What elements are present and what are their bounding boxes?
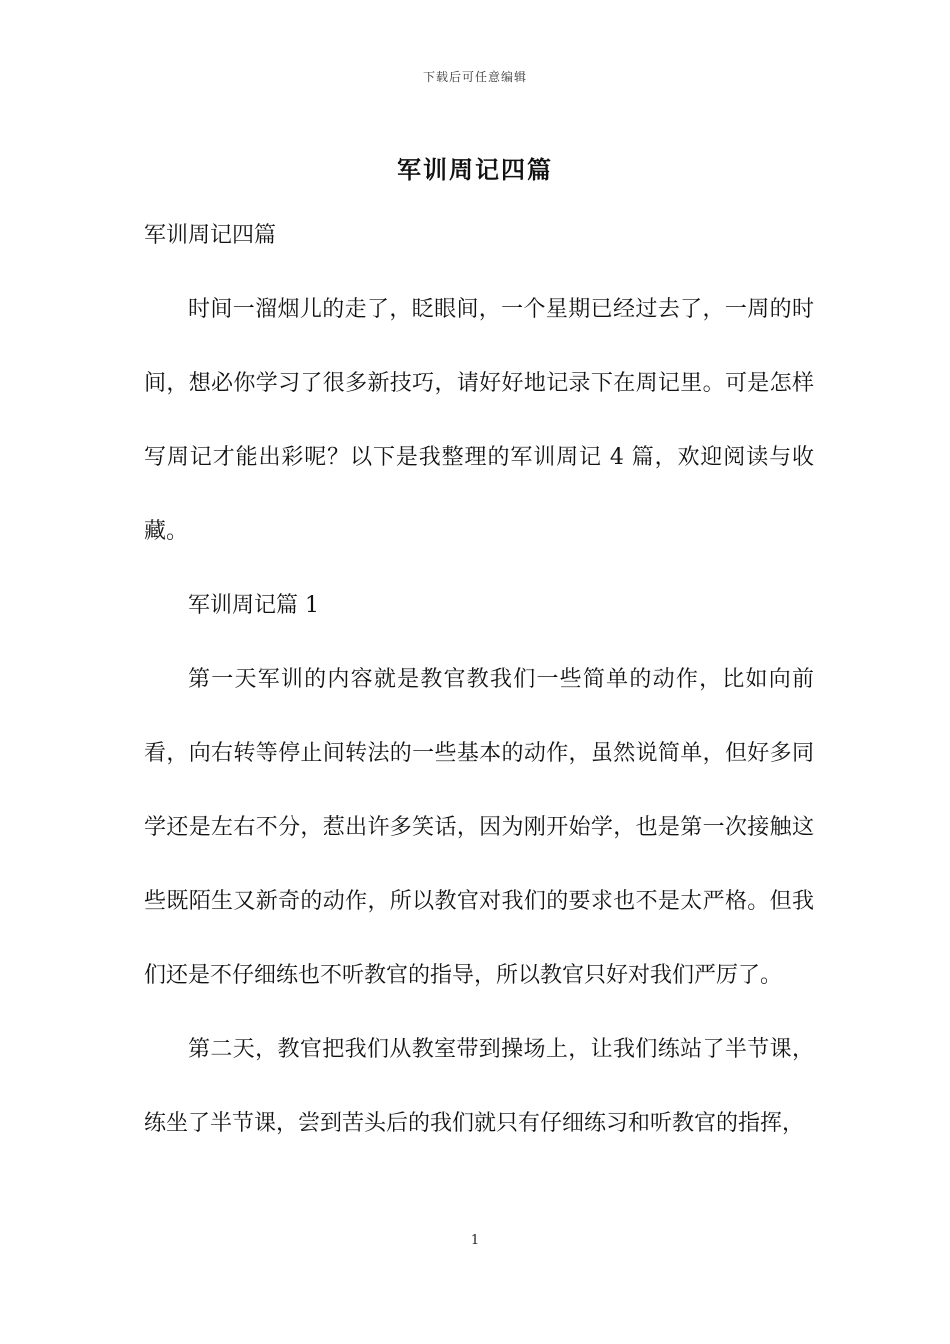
page-number: 1 xyxy=(470,1233,480,1248)
paragraph-day-two: 第二天，教官把我们从教室带到操场上，让我们练站了半节课，练坐了半节课，尝到苦头后的我们就只有仔细练习和听教官的指挥， xyxy=(144,1037,814,1136)
section-heading: 军训周记篇 1 xyxy=(188,593,319,618)
paragraph-day-one: 第一天军训的内容就是教官教我们一些简单的动作，比如向前看，向右转等停止间转法的一些基本的动作，虽然说简单，但好多同学还是左右不分，惹出许多笑话，因为刚开始学，也是第一次接触这些既陌生又新奇的动作，所以教官对我们的要求也不是太严格。但我们还是不仔细练也不听教官的指导，所以教官只好对我们严厉了。 xyxy=(144,667,814,988)
page-header-note: 下载后可任意编辑 xyxy=(422,70,527,84)
document-subtitle: 军训周记四篇 xyxy=(144,223,277,248)
document-title: 军训周记四篇 xyxy=(397,155,553,184)
document-body xyxy=(144,199,814,1161)
paragraph-intro: 时间一溜烟儿的走了，眨眼间，一个星期已经过去了，一周的时间，想必你学习了很多新技巧，请好好地记录下在周记里。可是怎样写周记才能出彩呢？以下是我整理的军训周记 4 篇，欢迎阅读与收藏。 xyxy=(144,297,814,544)
